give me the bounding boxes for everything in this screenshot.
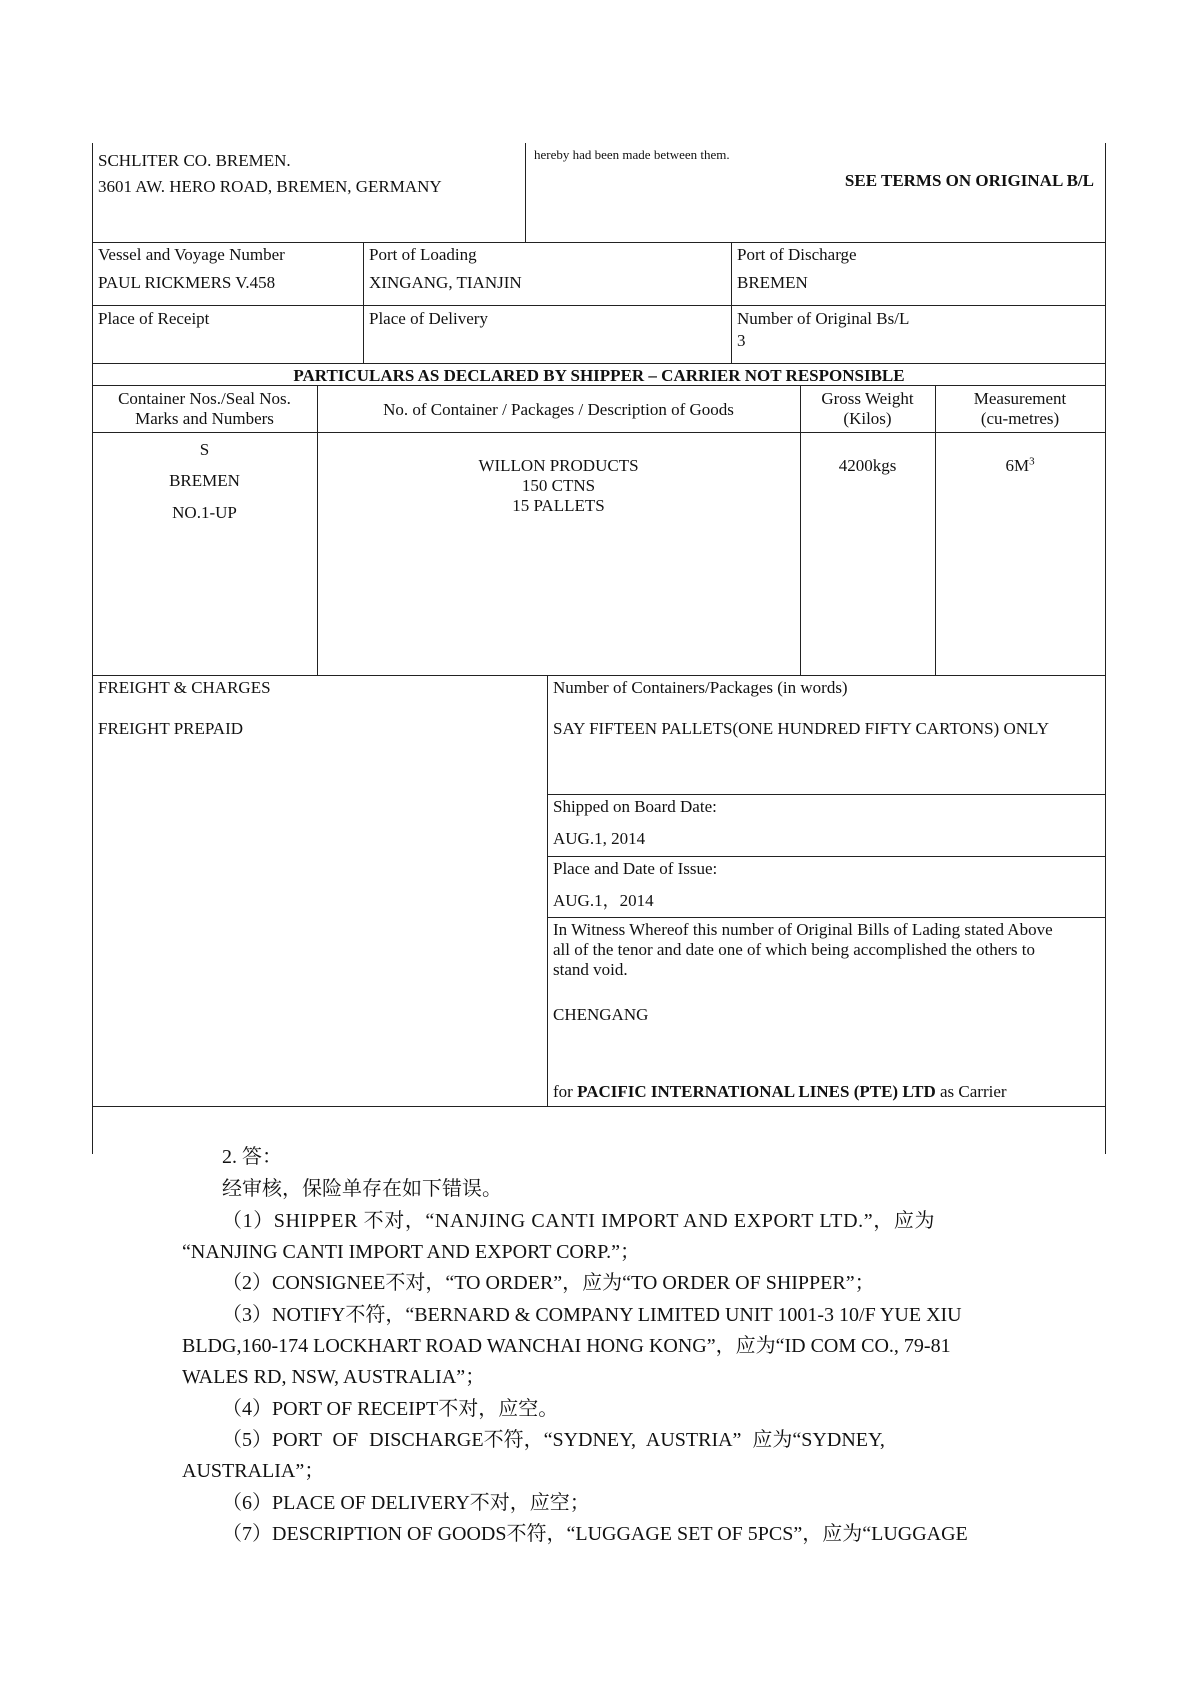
- marks-line: NO.1-UP: [172, 503, 237, 522]
- measurement-header-line2: (cu-metres): [980, 409, 1060, 428]
- measurement-value: $6M^3$: [1005, 455, 1035, 475]
- place-of-receipt-label: Place of Receipt: [98, 309, 210, 328]
- packages-in-words-label: Number of Containers/Packages (in words): [553, 678, 848, 697]
- packages-in-words-value: SAY FIFTEEN PALLETS(ONE HUNDRED FIFTY CARTONS) ONLY: [553, 719, 1049, 738]
- terms-note: SEE TERMS ON ORIGINAL B/L: [844, 171, 1094, 190]
- goods-line: 15 PALLETS: [512, 496, 605, 515]
- divider: [317, 385, 318, 675]
- answer-line: WALES RD, NSW, AUSTRALIA”；: [182, 1366, 486, 1388]
- port-of-discharge-label: Port of Discharge: [737, 245, 857, 264]
- measurement-header-line1: Measurement: [973, 389, 1067, 408]
- description-header: No. of Container / Packages / Description of Goods: [383, 400, 734, 419]
- marks-header-line2: Marks and Numbers: [135, 409, 274, 428]
- goods-line: 150 CTNS: [521, 476, 596, 495]
- shipped-on-board-label: Shipped on Board Date:: [553, 797, 717, 816]
- agreement-text: hereby had been made between them.: [534, 147, 730, 162]
- original-bls-label: Number of Original Bs/L: [737, 309, 910, 328]
- answer-line: （7）DESCRIPTION OF GOODS不符，“LUGGAGE SET OF 5PCS”，应为“LUGGAGE: [222, 1523, 968, 1545]
- divider: [547, 917, 1106, 918]
- divider: [92, 305, 1106, 306]
- port-of-discharge-value: BREMEN: [737, 273, 808, 292]
- weight-header-line2: (Kilos): [843, 409, 892, 428]
- goods-line: WILLON PRODUCTS: [478, 456, 639, 475]
- place-date-issue-value: AUG.1，2014: [553, 891, 654, 910]
- witness-clause: stand void.: [553, 960, 628, 979]
- answer-line: （2）CONSIGNEE不对，“TO ORDER”，应为“TO ORDER OF SHIPPER”；: [222, 1272, 875, 1294]
- divider: [92, 675, 1106, 676]
- place-of-delivery-label: Place of Delivery: [369, 309, 488, 328]
- vessel-label: Vessel and Voyage Number: [98, 245, 285, 264]
- answer-line: AUSTRALIA”；: [182, 1460, 325, 1482]
- answer-line: （3）NOTIFY不符，“BERNARD & COMPANY LIMITED UNIT 1001-3 10/F YUE XIU: [222, 1304, 962, 1326]
- divider: [363, 242, 364, 363]
- divider: [525, 143, 526, 242]
- freight-label: FREIGHT & CHARGES: [98, 678, 271, 697]
- border-left: [92, 143, 93, 1154]
- divider: [92, 242, 1106, 243]
- shipped-on-board-value: AUG.1, 2014: [553, 829, 646, 848]
- divider: [92, 1106, 1106, 1107]
- vessel-value: PAUL RICKMERS V.458: [98, 273, 276, 292]
- answer-line: （5）PORT OF DISCHARGE不符，“SYDNEY, AUSTRIA” 应为“SYDNEY,: [222, 1429, 885, 1451]
- marks-line: BREMEN: [169, 471, 240, 490]
- divider: [547, 794, 1106, 795]
- witness-clause: In Witness Whereof this number of Original Bills of Lading stated Above: [553, 920, 1053, 939]
- answer-line: （1）SHIPPER 不对，“NANJING CANTI IMPORT AND EXPORT LTD.”，应为: [222, 1210, 936, 1232]
- port-of-loading-label: Port of Loading: [369, 245, 477, 264]
- freight-value: FREIGHT PREPAID: [98, 719, 244, 738]
- answer-line: （4）PORT OF RECEIPT不对，应空。: [222, 1398, 559, 1420]
- answer-line: （6）PLACE OF DELIVERY不对，应空；: [222, 1492, 590, 1514]
- weight-header-line1: Gross Weight: [821, 389, 914, 408]
- witness-clause: all of the tenor and date one of which being accomplished the others to: [553, 940, 1035, 959]
- answer-intro: 经审核，保险单存在如下错误。: [222, 1178, 502, 1200]
- place-date-issue-label: Place and Date of Issue:: [553, 859, 718, 878]
- divider: [92, 363, 1106, 364]
- shipper-address: 3601 AW. HERO ROAD, BREMEN, GERMANY: [98, 177, 442, 196]
- border-right: [1105, 143, 1106, 1154]
- shipper-name: SCHLITER CO. BREMEN.: [98, 151, 291, 170]
- particulars-banner: PARTICULARS AS DECLARED BY SHIPPER – CARRIER NOT RESPONSIBLE: [293, 366, 905, 385]
- marks-line: S: [199, 440, 210, 459]
- signer-name: CHENGANG: [553, 1005, 649, 1024]
- answer-line: BLDG,160-174 LOCKHART ROAD WANCHAI HONG KONG”，应为“ID COM CO., 79-81: [182, 1335, 951, 1357]
- original-bls-value: 3: [737, 331, 746, 350]
- answer-heading: 2. 答：: [222, 1146, 282, 1168]
- divider: [731, 242, 732, 363]
- divider: [92, 432, 1106, 433]
- carrier-signature: for PACIFIC INTERNATIONAL LINES (PTE) LTD as Carrier: [553, 1082, 1007, 1101]
- divider: [547, 675, 548, 1106]
- marks-header-line1: Container Nos./Seal Nos.: [118, 389, 291, 408]
- port-of-loading-value: XINGANG, TIANJIN: [369, 273, 522, 292]
- gross-weight-value: 4200kgs: [838, 456, 897, 475]
- answer-line: “NANJING CANTI IMPORT AND EXPORT CORP.”；: [182, 1241, 640, 1263]
- divider: [547, 856, 1106, 857]
